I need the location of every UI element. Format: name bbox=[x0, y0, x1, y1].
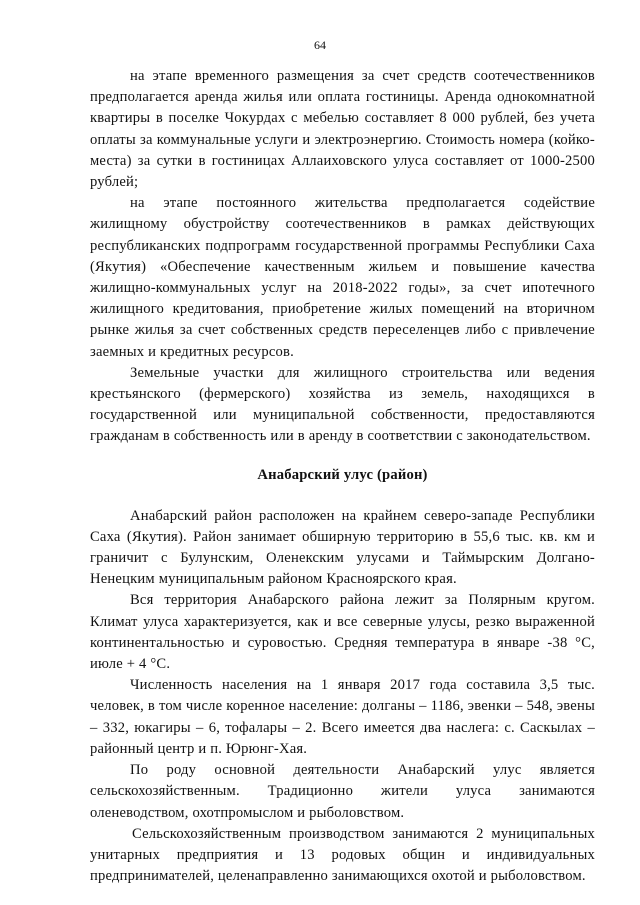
section-heading: Анабарский улус (район) bbox=[257, 466, 428, 483]
page-number: 64 bbox=[314, 38, 326, 52]
paragraph-population: Численность населения на 1 января 2017 года составила 3,5 тыс. человек, в том числе коренное население: долганы – 1186, эвенки – 548, эвены – 332, юкагиры – 6, тофалары – 2. Всего имеется два наслега: с. Саскылах – районный центр и п. Юрюнг-Хая. bbox=[90, 677, 595, 757]
paragraph-land-plots: Земельные участки для жилищного строительства или ведения крестьянского (фермерского) хозяйства из земель, находящихся в государственной или муниципальной собственности, предоставляются гражданам в собственность или в аренду в соответствии с законодательством. bbox=[90, 364, 595, 445]
paragraph-economy: По роду основной деятельности Анабарский улус является сельскохозяйственным. Традиционно жители улуса занимаются оленеводством, охотпромыслом и рыболовством. bbox=[90, 762, 595, 821]
paragraph-location: Анабарский район расположен на крайнем северо-западе Республики Саха (Якутия). Район занимает обширную территорию в 55,6 тыс. кв. км и граничит с Булунским, Оленекским улусами и Таймырским Долгано-Ненецким муниципальным районом Красноярского края. bbox=[90, 507, 595, 588]
paragraph-temporary-accommodation: на этапе временного размещения за счет средств соотечественников предполагается аренда жилья или оплата гостиницы. Аренда однокомнатной квартиры в поселке Чокурдах с мебелью составляет 8 000 рублей, без учета оплаты за коммунальные услуги и электроэнергию. Стоимость номера (койко-места) за сутки в гостиницах Аллаиховского улуса составляет от 1000-2500 рублей; bbox=[90, 68, 595, 191]
paragraph-permanent-residence: на этапе постоянного жительства предполагается содействие жилищному обустройству соотечественников в рамках действующих республиканских подпрограмм государственной программы Республики Саха (Якутия) «Обеспечение качественным жильем и повышение качества жилищно-коммунальных услуг на 2018-2022 годы», за счет ипотечного жилищного кредитования, приобретение жилых помещений на вторичном рынке жилья за счет собственных средств переселенцев либо с привлечение заемных и кредитных ресурсов. bbox=[90, 195, 595, 360]
paragraph-climate: Вся территория Анабарского района лежит за Полярным кругом. Климат улуса характеризуется, как и все северные улусы, резко выраженной континентальностью и суровостью. Средняя температура в январе -38 °С, июле + 4 °С. bbox=[90, 592, 595, 673]
document-body bbox=[90, 66, 595, 887]
paragraph-agriculture: Сельскохозяйственным производством занимаются 2 муниципальных унитарных предприятия и 13 родовых общин и индивидуальных предпринимателей, целенаправленно занимающихся охотой и рыболовством. bbox=[90, 825, 595, 885]
